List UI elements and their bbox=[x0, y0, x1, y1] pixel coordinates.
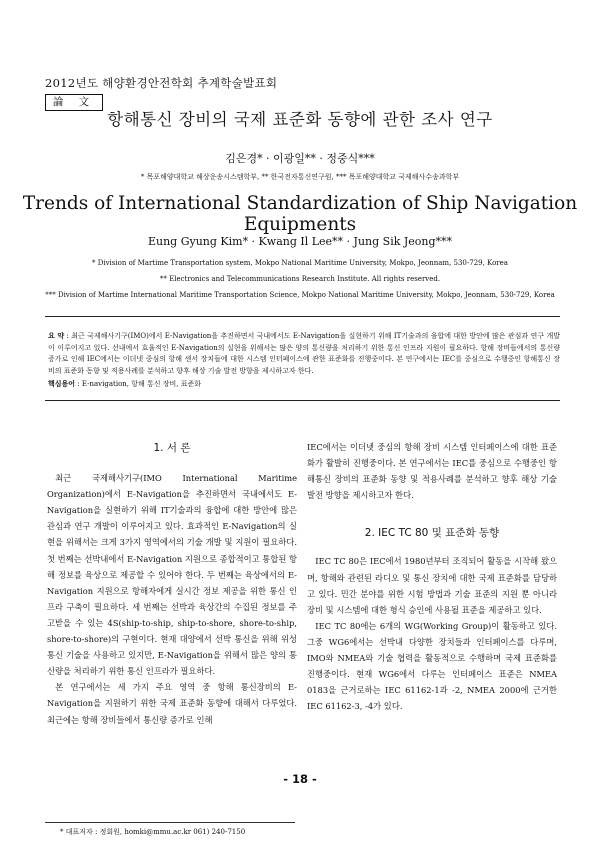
section-2-paragraph-2: IEC TC 80에는 6개의 WG(Working Group)이 활동하고 있다. 그중 WG6에서는 선박내 다양한 장치들과 인터페이스를 다루며, IMO와 NMEA와 기술 협력을 활동적으로 수행하며 국제 표준화를 진행중이다. 현재 WG6에서 다루는 인터페이스 표준은 NMEA 0183을 근거로하는 IEC 61162-1과 -2, NMEA 2000에 근거한 IEC 61162-3, -4가 있다. bbox=[307, 620, 557, 712]
paper-title-korean: 항해통신 장비의 국제 표준화 동향에 관한 조사 연구 bbox=[107, 110, 493, 129]
abstract bbox=[48, 330, 560, 377]
affiliation-english-2: ** Electronics and Telecommunications Research Institute. All rights reserved. bbox=[159, 275, 441, 283]
abstract-top-rule bbox=[45, 316, 560, 317]
left-column bbox=[47, 440, 297, 728]
section-1-heading: 1. 서 론 bbox=[153, 442, 191, 454]
affiliation-english-1: * Division of Martime Transportation system, Mokpo National Maritime University, Mokpo, Jeonnam, 530-729, Korea bbox=[92, 259, 508, 267]
keywords bbox=[48, 379, 201, 389]
paper-type-badge: 論 文 bbox=[45, 94, 103, 111]
right-column bbox=[307, 439, 557, 714]
footnote-rule bbox=[45, 822, 295, 823]
section-2-heading: 2. IEC TC 80 및 표준화 동향 bbox=[364, 527, 500, 540]
keywords-text: : E-navigation, 항해 통신 장비, 표준화 bbox=[77, 380, 201, 388]
section-1-paragraph-1: 최근 국제해사기구(IMO International Maritime Organization)에서 E-Navigation을 추진하면서 국내에서도 E-Navigation을 실현하기 위해 IT기술과의 융합에 대한 방안에 많은 관심과 연구 개발이 이루어지고 있다. 효과적인 E-Navigation의 실현을 위해서는 크게 3가지 영역에서의 기술 개발 및 지원이 필요하다. 첫 번째는 선박내에서 E-Navigation 지원으로 종합적이고 통합된 항해 정보를 육상으로 제공할 수 있어야 한다. 두 번째는 육상에서의 E-Navigation 지원으로 항해자에게 실시간 정보 제공을 위한 통신 인프라 구축이 필요하다. 세 번째는 선박과 육상간의 수집된 정보를 주고받을 수 있는 4S(ship-to-ship, ship-to-shore, shore-to-ship, shore-to-shore)의 구현이다. 현재 대양에서 선박 통신을 위해 위성통신 기술을 사용하고 있지만, E-Navigation을 위해서 많은 양의 통신량을 처리하기 위한 통신 인프라가 필요하다. bbox=[47, 473, 297, 677]
section-1-paragraph-2: 본 연구에서는 세 가지 주요 영역 중 항해 통신장비의 E-Navigation을 지원하기 위한 국제 표준화 동향에 대해서 다루었다. 최근에는 항해 장비들에서 통신량 증가로 인해 bbox=[47, 682, 297, 725]
footnote: * 대표저자 : 정회원, homki@mmu.ac.kr 061) 240-7150 bbox=[60, 828, 246, 836]
abstract-text: : 최근 국제해사기구(IMO)에서 E-Navigation을 추진하면서 국내에서도 E-Navigation을 실현하기 위해 IT기술과의 융합에 대한 방안에 많은 관심과 연구 개발이 이루어지고 있다. 선내에서 효율적인 E-Navigation의 실현을 위해서는 많은 양의 통신량을 처리하기 위한 통신 인프라 지원이 필요하다. 항해 장비들에서의 통신량증가로 인해 IEC에서는 이더넷 중심의 항해 센서 장치들에 대한 시스템 인터페이스에 관한 표준화를 진행중이다. 본 연구에서는 IEC를 중심으로 수행중인 항해통신 장비의 표준화 동향 및 적용사례를 분석하고 향후 해상 기술 발전 방향을 제시하고자 한다. bbox=[48, 332, 560, 375]
affiliation-english-3: *** Division of Martime International Maritime Transportation Science, Mokpo National Maritime University, Mokpo, Jeonnam, 530-729, Korea bbox=[45, 291, 555, 299]
page-number: - 18 - bbox=[283, 772, 317, 786]
paper-title-english: Trends of International Standardization of Ship Navigation Equipments bbox=[22, 193, 578, 235]
conference-header: 2012년도 해양환경안전학회 추계학술발표회 bbox=[45, 76, 278, 90]
authors-english: Eung Gyung Kim* · Kwang Il Lee** · Jung Sik Jeong*** bbox=[147, 235, 453, 248]
abstract-label: 요 약 bbox=[48, 331, 65, 340]
authors-korean: 김은경* · 이광일** · 정중식*** bbox=[225, 152, 375, 165]
affiliations-korean: * 목포해양대학교 해상운송시스템학부, ** 한국전자통신연구원, *** 목포해양대학교 국제해사수송과학부 bbox=[140, 173, 460, 181]
right-intro-paragraph: IEC에서는 이더넷 중심의 항해 장비 시스템 인터페이스에 대한 표준화가 활발히 진행중이다. 본 연구에서는 IEC를 중심으로 수행중인 항해통신 장비의 표준화 동향 및 적용사례를 분석하고 향후 해상 기술 발전 방향을 제시하고자 한다. bbox=[307, 442, 557, 501]
abstract-bottom-rule bbox=[45, 400, 560, 401]
section-2-paragraph-1: IEC TC 80은 IEC에서 1980년부터 조직되어 활동을 시작해 왔으며, 항해와 관련된 라디오 및 통신 장치에 대한 국제 표준화를 담당하고 있다. 민간 분야를 위한 시험 방법과 기술 표준의 지원 뿐 아니라 장비 및 시스템에 대한 형식 승인에 사용될 표준을 제공하고 있다. bbox=[307, 556, 557, 615]
keywords-label: 핵심용어 bbox=[48, 379, 76, 388]
